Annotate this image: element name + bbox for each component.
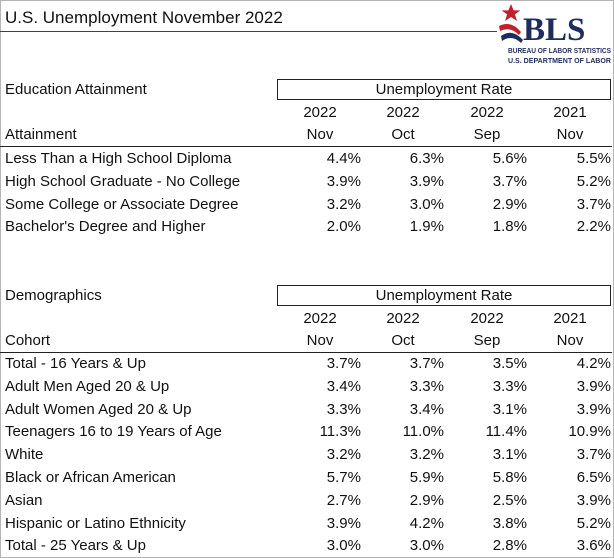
education-row-value: 1.8%: [492, 218, 527, 236]
demographics-row-value: 4.2%: [409, 514, 444, 532]
demographics-row-value: 4.2%: [576, 355, 611, 372]
demographics-col-3-month: Sep: [473, 332, 501, 349]
education-row-header: Attainment: [5, 126, 77, 143]
education-section-label: Education Attainment: [5, 81, 147, 98]
demographics-col-2-year: 2022: [386, 310, 420, 327]
education-col-4-year: 2021: [553, 104, 587, 121]
education-row-value: 2.2%: [576, 218, 611, 236]
demographics-row-value: 11.4%: [485, 423, 527, 441]
demographics-row-value: 3.3%: [492, 377, 527, 395]
demographics-row-value: 3.9%: [326, 514, 361, 532]
education-col-3-month: Sep: [473, 126, 501, 143]
education-row-value: 5.2%: [576, 172, 611, 190]
education-col-2-month: Oct: [391, 126, 415, 143]
education-group-header: [277, 79, 611, 100]
demographics-row-value: 3.5%: [492, 355, 527, 372]
demographics-row-value: 3.7%: [409, 355, 444, 372]
demographics-row-value: 3.0%: [326, 537, 361, 555]
demographics-row-label: Black or African American: [5, 469, 176, 486]
education-row-label: High School Graduate - No College: [5, 172, 241, 190]
logo-swoosh-navy: [501, 33, 523, 43]
demographics-row-label: White: [5, 446, 44, 464]
bls-logo-graphic: [497, 2, 613, 68]
demographics-row-value: 3.4%: [409, 400, 444, 418]
title-underline: [0, 31, 497, 32]
demographics-row-value: 3.4%: [326, 377, 361, 395]
education-row-value: 3.9%: [326, 172, 361, 190]
demographics-row-value: 3.2%: [326, 446, 361, 464]
education-col-1-year: 2022: [303, 104, 337, 121]
demographics-group-header: [277, 285, 611, 306]
demographics-group-header-text: Unemployment Rate: [375, 287, 513, 304]
logo-wordmark: BLS: [523, 12, 586, 48]
education-row-value: 3.7%: [576, 195, 611, 213]
demographics-row-value: 3.9%: [576, 377, 611, 395]
demographics-row-value: 10.9%: [568, 423, 611, 441]
logo-star-icon: [502, 4, 521, 21]
education-group-header-text: Unemployment Rate: [375, 81, 513, 98]
page-title: U.S. Unemployment November 2022: [5, 8, 283, 27]
education-row-value: 1.9%: [409, 218, 444, 236]
demographics-row-header: Cohort: [5, 332, 51, 349]
demographics-row-value: 5.9%: [409, 469, 444, 486]
education-row-value: 2.0%: [326, 218, 361, 236]
demographics-row-value: 3.9%: [576, 491, 611, 509]
demographics-row-value: 5.2%: [576, 514, 611, 532]
demographics-row-label: Teenagers 16 to 19 Years of Age: [5, 423, 222, 441]
education-row-value: 3.9%: [409, 172, 444, 190]
education-row-value: 3.0%: [409, 195, 444, 213]
demographics-row-label: Adult Men Aged 20 & Up: [5, 377, 170, 395]
demographics-row-value: 3.6%: [576, 537, 611, 555]
demographics-col-1-year: 2022: [303, 310, 337, 327]
education-col-1-month: Nov: [306, 126, 334, 143]
education-row-value: 6.3%: [409, 150, 444, 167]
demographics-col-2-month: Oct: [391, 332, 415, 349]
demographics-row-value: 3.7%: [576, 446, 611, 464]
demographics-row-value: 3.3%: [409, 377, 444, 395]
demographics-header-rule: [0, 352, 612, 353]
demographics-row-label: Asian: [5, 491, 43, 509]
demographics-col-4-month: Nov: [556, 332, 584, 349]
demographics-row-value: 5.8%: [492, 469, 527, 486]
bls-logo: [497, 2, 613, 68]
demographics-row-value: 3.9%: [576, 400, 611, 418]
demographics-section-label: Demographics: [5, 287, 102, 304]
education-row-value: 3.2%: [326, 195, 361, 213]
demographics-col-3-year: 2022: [470, 310, 504, 327]
demographics-row-value: 11.3%: [319, 423, 361, 441]
education-row-label: Less Than a High School Diploma: [5, 150, 232, 167]
demographics-row-value: 3.8%: [492, 514, 527, 532]
education-row-value: 3.7%: [492, 172, 527, 190]
demographics-row-value: 3.0%: [409, 537, 444, 555]
demographics-row-value: 2.8%: [492, 537, 527, 555]
demographics-row-value: 3.2%: [409, 446, 444, 464]
education-row-value: 5.5%: [576, 150, 611, 167]
demographics-col-4-year: 2021: [553, 310, 587, 327]
education-col-3-year: 2022: [470, 104, 504, 121]
demographics-row-label: Adult Women Aged 20 & Up: [5, 400, 192, 418]
education-row-label: Bachelor's Degree and Higher: [5, 218, 206, 236]
demographics-row-value: 11.0%: [402, 423, 444, 441]
education-row-value: 2.9%: [492, 195, 527, 213]
demographics-row-value: 3.1%: [492, 446, 527, 464]
demographics-row-label: Hispanic or Latino Ethnicity: [5, 514, 186, 532]
demographics-row-value: 3.1%: [492, 400, 527, 418]
demographics-row-value: 2.5%: [492, 491, 527, 509]
demographics-row-value: 2.9%: [409, 491, 444, 509]
demographics-row-value: 2.7%: [326, 491, 361, 509]
logo-line-2: U.S. DEPARTMENT OF LABOR: [508, 56, 612, 65]
education-col-4-month: Nov: [556, 126, 584, 143]
logo-line-1: BUREAU OF LABOR STATISTICS: [508, 46, 612, 55]
education-header-rule: [0, 146, 612, 147]
demographics-row-label: Total - 25 Years & Up: [5, 537, 146, 555]
demographics-row-value: 6.5%: [576, 469, 611, 486]
demographics-row-label: Total - 16 Years & Up: [5, 355, 146, 372]
demographics-row-value: 3.7%: [326, 355, 361, 372]
education-row-value: 4.4%: [326, 150, 361, 167]
demographics-row-value: 3.3%: [326, 400, 361, 418]
education-col-2-year: 2022: [386, 104, 420, 121]
demographics-col-1-month: Nov: [306, 332, 334, 349]
education-row-value: 5.6%: [492, 150, 527, 167]
demographics-row-value: 5.7%: [326, 469, 361, 486]
education-row-label: Some College or Associate Degree: [5, 195, 239, 213]
